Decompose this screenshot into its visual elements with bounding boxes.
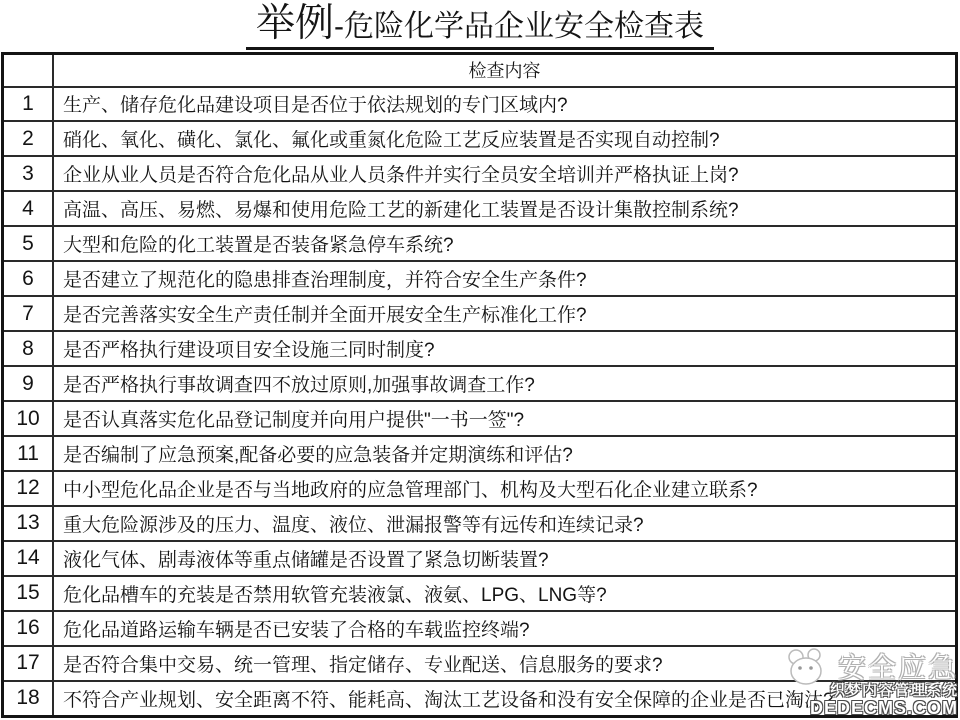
row-number: 6 (3, 261, 54, 296)
table-row (3, 506, 957, 541)
row-content: 硝化、氧化、磺化、氯化、氟化或重氮化危险工艺反应装置是否实现自动控制? (53, 121, 957, 156)
table-row (3, 646, 957, 681)
header-row (3, 54, 957, 87)
row-number: 9 (3, 366, 54, 401)
row-number: 2 (3, 121, 54, 156)
row-content: 高温、高压、易燃、易爆和使用危险工艺的新建化工装置是否设计集散控制系统? (53, 191, 957, 226)
table-row (3, 226, 957, 261)
row-content: 是否编制了应急预案,配备必要的应急装备并定期演练和评估? (53, 436, 957, 471)
row-number: 8 (3, 331, 54, 366)
row-content: 是否认真落实危化品登记制度并向用户提供"一书一签"? (53, 401, 957, 436)
page-title (0, 0, 960, 50)
table-row (3, 611, 957, 646)
row-number: 13 (3, 506, 54, 541)
row-number: 15 (3, 576, 54, 611)
row-number: 16 (3, 611, 54, 646)
row-content: 是否严格执行事故调查四不放过原则,加强事故调查工作? (53, 366, 957, 401)
page-title-prefix: 举例 (255, 2, 334, 45)
row-number: 12 (3, 471, 54, 506)
row-number: 14 (3, 541, 54, 576)
table-row (3, 261, 957, 296)
header-empty-cell (3, 54, 54, 87)
header-inspection-content: 检查内容 (53, 54, 957, 87)
row-content: 是否建立了规范化的隐患排查治理制度，并符合安全生产条件? (53, 261, 957, 296)
table-row (3, 156, 957, 191)
table-row (3, 541, 957, 576)
row-content: 液化气体、剧毒液体等重点储罐是否设置了紧急切断装置? (53, 541, 957, 576)
table-row (3, 576, 957, 611)
row-content: 中小型危化品企业是否与当地政府的应急管理部门、机构及大型石化企业建立联系? (53, 471, 957, 506)
row-content: 危化品道路运输车辆是否已安装了合格的车载监控终端? (53, 611, 957, 646)
row-number: 11 (3, 436, 54, 471)
checklist-body (3, 87, 957, 717)
watermark-cms-name: 织梦内容管理系统 (829, 682, 958, 700)
table-row (3, 401, 957, 436)
row-content: 重大危险源涉及的压力、温度、液位、泄漏报警等有远传和连续记录? (53, 506, 957, 541)
row-number: 7 (3, 296, 54, 331)
inspection-table (1, 52, 958, 718)
row-content: 是否严格执行建设项目安全设施三同时制度? (53, 331, 957, 366)
page-title-underline (246, 0, 714, 50)
page-title-suffix: -危险化学品企业安全检查表 (334, 10, 704, 43)
row-number: 4 (3, 191, 54, 226)
table-row (3, 471, 957, 506)
table-row (3, 331, 957, 366)
row-number: 3 (3, 156, 54, 191)
table-row (3, 366, 957, 401)
row-number: 1 (3, 87, 54, 122)
table-row (3, 87, 957, 122)
table-row (3, 121, 957, 156)
row-content: 企业从业人员是否符合危化品从业人员条件并实行全员安全培训并严格执证上岗? (53, 156, 957, 191)
row-number: 10 (3, 401, 54, 436)
inspection-table-head (3, 54, 957, 87)
row-content: 不符合产业规划、安全距离不符、能耗高、淘汰工艺设备和没有安全保障的企业是否已淘汰? (53, 681, 957, 717)
row-content: 危化品槽车的充装是否禁用软管充装液氯、液氨、LPG、LNG等? (53, 576, 957, 611)
table-row (3, 681, 957, 717)
table-row (3, 436, 957, 471)
table-row (3, 296, 957, 331)
row-content: 大型和危险的化工装置是否装备紧急停车系统? (53, 226, 957, 261)
row-content: 是否符合集中交易、统一管理、指定储存、专业配送、信息服务的要求? (53, 646, 957, 681)
row-number: 18 (3, 681, 54, 717)
table-row (3, 191, 957, 226)
row-content: 生产、储存危化品建设项目是否位于依法规划的专门区域内? (53, 87, 957, 122)
row-number: 17 (3, 646, 54, 681)
row-number: 5 (3, 226, 54, 261)
watermark-cms-domain: DEDECMS.COM (809, 698, 958, 719)
row-content: 是否完善落实安全生产责任制并全面开展安全生产标准化工作? (53, 296, 957, 331)
watermark-brand-label: 安全应急 (837, 651, 958, 683)
